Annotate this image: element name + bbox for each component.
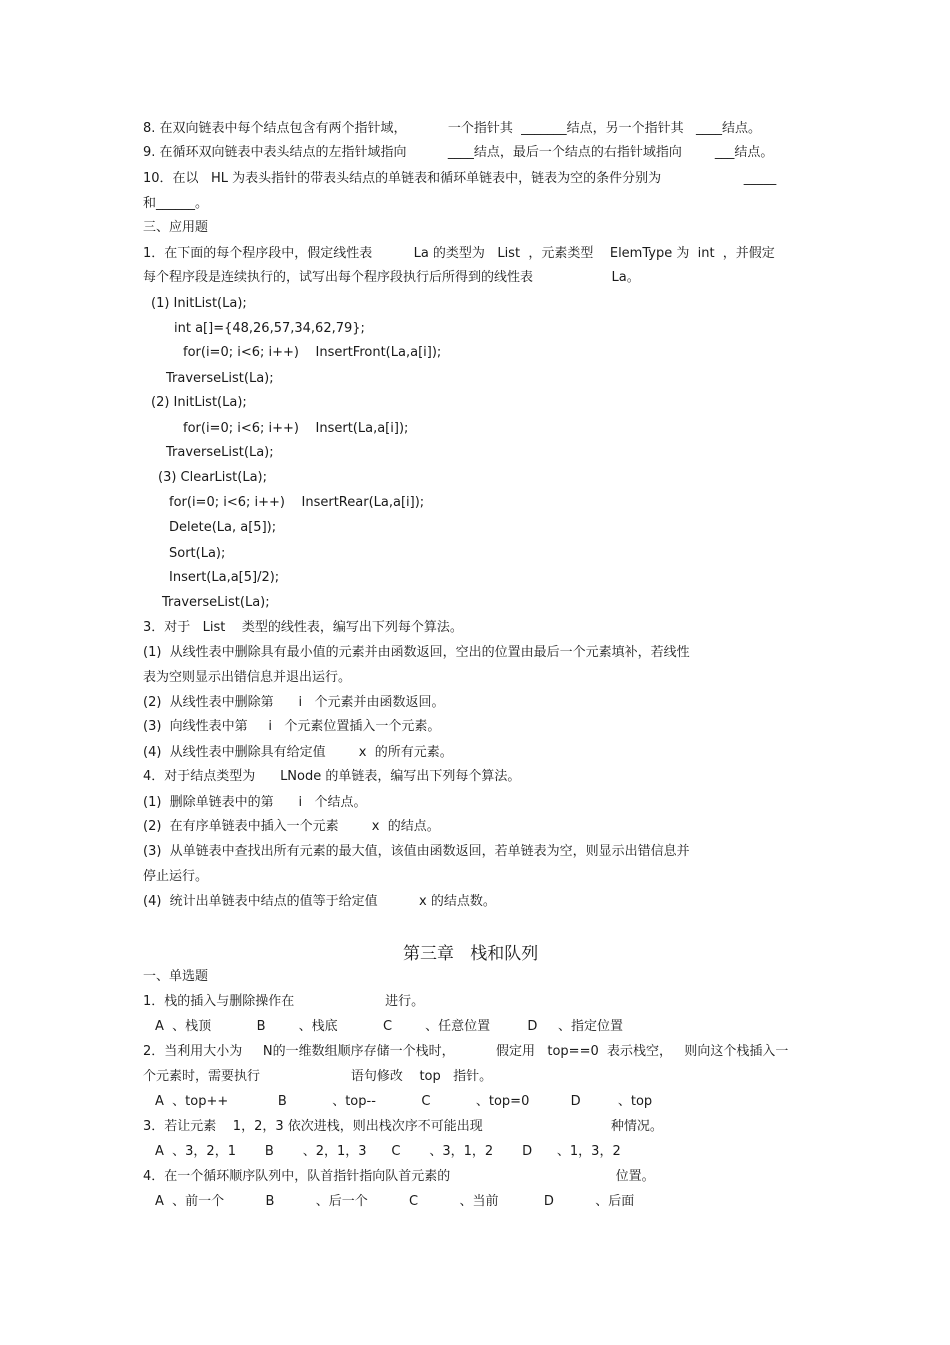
- code-line: (2) InitList(La);: [151, 395, 247, 410]
- choice-question-2-cont: 个元素时，需要执行 语句修改 top 指针。: [143, 1069, 493, 1084]
- app-question-3-item: (1) 从线性表中删除具有最小值的元素并由函数返回，空出的位置由最后一个元素填补，若线性: [143, 645, 690, 660]
- section-heading-application: 三、应用题: [143, 220, 209, 235]
- code-line: for(i=0; i<6; i++) InsertFront(La,a[i]);: [183, 345, 442, 360]
- app-question-3-item: (3) 向线性表中第 i 个元素位置插入一个元素。: [143, 719, 441, 734]
- app-question-3-item: (2) 从线性表中删除第 i 个元素并由函数返回。: [143, 695, 445, 710]
- app-question-4-item: (2) 在有序单链表中插入一个元素 x 的结点。: [143, 819, 440, 834]
- app-question-4-item-cont: 停止运行。: [143, 869, 209, 884]
- code-line: for(i=0; i<6; i++) InsertRear(La,a[i]);: [169, 495, 425, 510]
- question-10: 10．在以 HL 为表头指针的带表头结点的单链表和循环单链表中，链表为空的条件分别为 _____: [143, 171, 777, 186]
- section-heading-single-choice: 一、单选题: [143, 969, 209, 984]
- choice-question-2: 2．当利用大小为 N的一维数组顺序存储一个栈时， 假定用 top==0 表示栈空， 则向这个栈插入一: [143, 1044, 789, 1059]
- code-line: Sort(La);: [169, 546, 226, 561]
- code-line: int a[]={48,26,57,34,62,79};: [174, 321, 365, 336]
- app-question-4-item: (3) 从单链表中查找出所有元素的最大值，该值由函数返回，若单链表为空，则显示出错信息并: [143, 844, 690, 859]
- code-line: Delete(La, a[5]);: [169, 520, 277, 535]
- choice-options-2: A 、top++ B 、top-- C 、top=0 D 、top: [155, 1094, 653, 1109]
- code-line: Insert(La,a[5]/2);: [169, 570, 280, 585]
- code-line: TraverseList(La);: [166, 371, 274, 386]
- chapter-title: 第三章 栈和队列: [403, 944, 539, 964]
- app-question-4-item: (1) 删除单链表中的第 i 个结点。: [143, 795, 367, 810]
- app-question-3: 3．对于 List 类型的线性表，编写出下列每个算法。: [143, 620, 463, 635]
- question-10-cont: 和______。: [143, 196, 209, 211]
- code-line: TraverseList(La);: [166, 445, 274, 460]
- app-question-4-item: (4) 统计出单链表中结点的值等于给定值 x 的结点数。: [143, 894, 496, 909]
- app-question-4: 4．对于结点类型为 LNode 的单链表，编写出下列每个算法。: [143, 769, 521, 784]
- code-line: (3) ClearList(La);: [158, 470, 268, 485]
- question-8: 8. 在双向链表中每个结点包含有两个指针域， 一个指针其 _______结点，另一个指针其 ____结点。: [143, 121, 762, 136]
- code-line: TraverseList(La);: [162, 595, 270, 610]
- app-question-3-item: (4) 从线性表中删除具有给定值 x 的所有元素。: [143, 745, 453, 760]
- choice-options-1: A 、栈顶 B 、栈底 C 、任意位置 D 、指定位置: [155, 1019, 624, 1034]
- code-line: (1) InitList(La);: [151, 296, 247, 311]
- choice-question-1: 1．栈的插入与删除操作在 进行。: [143, 994, 425, 1009]
- app-question-1: 1．在下面的每个程序段中，假定线性表 La 的类型为 List ，元素类型 ElemType 为 int ，并假定: [143, 246, 775, 261]
- choice-options-4: A 、前一个 B 、后一个 C 、当前 D 、后面: [155, 1194, 635, 1209]
- app-question-3-item-cont: 表为空则显示出错信息并退出运行。: [143, 670, 352, 685]
- choice-question-4: 4．在一个循环顺序队列中，队首指针指向队首元素的 位置。: [143, 1169, 655, 1184]
- app-question-1-cont: 每个程序段是连续执行的，试写出每个程序段执行后所得到的线性表 La。: [143, 270, 640, 285]
- code-line: for(i=0; i<6; i++) Insert(La,a[i]);: [183, 421, 409, 436]
- choice-options-3: A 、3，2，1 B 、2，1，3 C 、3，1，2 D 、1，3，2: [155, 1144, 621, 1159]
- choice-question-3: 3．若让元素 1，2，3 依次进栈，则出栈次序不可能出现 种情况。: [143, 1119, 663, 1134]
- question-9: 9. 在循环双向链表中表头结点的左指针域指向 ____结点，最后一个结点的右指针域指向 ___结点。: [143, 145, 774, 160]
